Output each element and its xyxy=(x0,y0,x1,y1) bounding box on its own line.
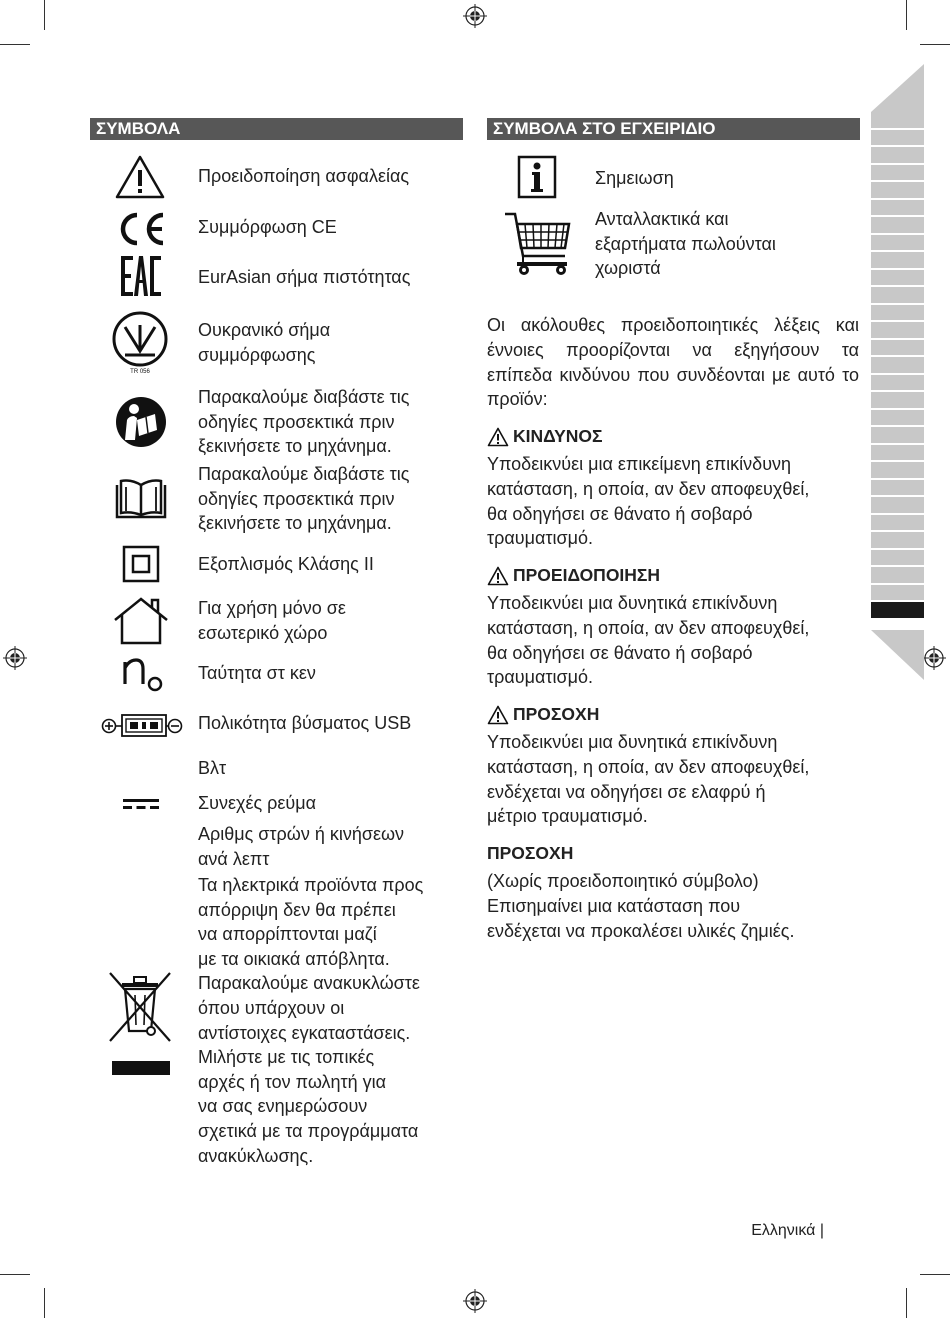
usb-polarity-icon xyxy=(100,710,184,740)
language-tab[interactable] xyxy=(871,357,924,375)
open-book-icon xyxy=(113,476,169,522)
language-tab[interactable] xyxy=(871,497,924,515)
language-tab[interactable] xyxy=(871,462,924,480)
signal-heading-text: ΚΙΝΔΥΝΟΣ xyxy=(513,426,603,446)
symbol-description: Παρακαλούμε διαβάστε τις οδηγίες προσεκτικά πριν ξεκινήσετε το μηχάνημα. xyxy=(198,387,410,457)
language-tab[interactable] xyxy=(871,130,924,148)
language-tab[interactable] xyxy=(871,445,924,463)
warning-triangle-icon xyxy=(112,154,168,200)
signal-heading-text: ΠΡΟΕΙΔΟΠΟΙΗΣΗ xyxy=(513,565,661,585)
symbol-description: Ουκρανικό σήμα συμμόρφωσης xyxy=(198,320,331,365)
symbol-description: Για χρήση μόνο σε εσωτερικό χώρο xyxy=(198,598,346,643)
info-note-icon xyxy=(516,154,558,200)
signal-heading-text: ΠΡΟΣΟΧΗ xyxy=(487,843,574,863)
symbol-description: Συμμόρφωση CE xyxy=(198,217,337,237)
language-tab[interactable] xyxy=(871,252,924,270)
signal-heading-notice xyxy=(487,843,573,864)
warning-triangle-icon xyxy=(487,566,509,586)
language-tab[interactable] xyxy=(871,305,924,323)
language-tab[interactable] xyxy=(871,567,924,585)
language-tab-strip xyxy=(871,112,924,620)
crop-mark xyxy=(0,44,30,45)
language-tab[interactable] xyxy=(871,270,924,288)
language-tab-active[interactable] xyxy=(871,602,924,620)
crop-mark xyxy=(906,1288,907,1318)
language-tab[interactable] xyxy=(871,515,924,533)
signal-heading-text: ΠΡΟΣΟΧΗ xyxy=(513,704,600,724)
language-tab[interactable] xyxy=(871,217,924,235)
eac-mark-icon xyxy=(118,254,164,298)
signal-description: Υποδεικνύει μια δυνητικά επικίνδυνη κατάσταση, η οποία, αν δεν αποφευχθεί, ενδέχεται να οδηγήσει σε ελαφρύ ή μέτριο τραυματισμό. xyxy=(487,732,810,827)
symbol-description: Βλτ xyxy=(198,758,227,778)
warning-triangle-icon xyxy=(487,427,509,447)
no-load-speed-icon xyxy=(118,650,168,694)
language-tab[interactable] xyxy=(871,550,924,568)
crop-mark xyxy=(44,0,45,30)
crop-mark xyxy=(0,1274,30,1275)
bin-underline-bar xyxy=(112,1061,170,1075)
symbol-description: Εξοπλισμός Κλάσης II xyxy=(198,554,374,574)
language-tab[interactable] xyxy=(871,165,924,183)
crop-mark xyxy=(920,1274,950,1275)
language-tab[interactable] xyxy=(871,340,924,358)
signal-words-intro: Οι ακόλουθες προειδοποιητικές λέξεις και έννοιες προορίζονται να εξηγήσουν τα επίπεδα κινδύνου που συνδέονται με αυτό το προϊόν: xyxy=(487,315,859,410)
signal-description: Υποδεικνύει μια δυνητικά επικίνδυνη κατάσταση, η οποία, αν δεν αποφευχθεί, θα οδηγήσει σε θάνατο ή σοβαρό τραυματισμό. xyxy=(487,593,810,688)
language-tab[interactable] xyxy=(871,410,924,428)
language-tab[interactable] xyxy=(871,287,924,305)
manual-symbol-description: Σημειωση xyxy=(595,168,674,188)
language-tab[interactable] xyxy=(871,182,924,200)
language-tab[interactable] xyxy=(871,112,924,130)
signal-description: (Χωρίς προειδοποιητικό σύμβολο) Επισημαίνει μια κατάσταση που ενδέχεται να προκαλέσει υλικές ζημιές. xyxy=(487,871,795,941)
language-tab[interactable] xyxy=(871,532,924,550)
signal-description: Υποδεικνύει μια επικείμενη επικίνδυνη κατάσταση, η οποία, αν δεν αποφευχθεί, θα οδηγήσει σε θάνατο ή σοβαρό τραυματισμό. xyxy=(487,454,810,549)
manual-symbols-section-header: ΣΥΜΒΟΛΑ ΣΤΟ ΕΓΧΕΙΡΙΔΙΟ xyxy=(487,118,860,140)
language-tab[interactable] xyxy=(871,235,924,253)
crop-mark xyxy=(920,44,950,45)
ce-mark-icon xyxy=(113,210,169,248)
direct-current-icon xyxy=(120,794,162,814)
symbol-description: Παρακαλούμε διαβάστε τις οδηγίες προσεκτικά πριν ξεκινήσετε το μηχάνημα. xyxy=(198,464,410,534)
language-tab[interactable] xyxy=(871,200,924,218)
manual-symbol-description: Ανταλλακτικά και εξαρτήματα πωλούνται χωριστά xyxy=(595,209,776,279)
language-tab[interactable] xyxy=(871,322,924,340)
shopping-cart-icon xyxy=(503,208,573,278)
crossed-bin-icon xyxy=(104,966,178,1076)
symbol-description: Ταύτητα στ κεν xyxy=(198,663,316,683)
signal-heading-danger xyxy=(487,426,603,447)
class-ii-square-icon xyxy=(121,544,161,584)
symbol-description: EurAsian σήμα πιστότητας xyxy=(198,267,411,287)
language-tab[interactable] xyxy=(871,480,924,498)
warning-triangle-icon xyxy=(487,705,509,725)
tab-strip-bottom-triangle xyxy=(871,630,924,680)
language-tab[interactable] xyxy=(871,427,924,445)
crop-mark xyxy=(906,0,907,30)
language-tab[interactable] xyxy=(871,147,924,165)
signal-heading-caution xyxy=(487,704,599,725)
conformity-code-label: TR 056 xyxy=(130,369,150,375)
crop-mark xyxy=(44,1288,45,1318)
symbols-section-header: ΣΥΜΒΟΛΑ xyxy=(90,118,463,140)
language-tab[interactable] xyxy=(871,375,924,393)
symbol-description: Αριθμς στρών ή κινήσεων ανά λεπτ xyxy=(198,824,405,869)
language-tab[interactable] xyxy=(871,585,924,603)
registration-mark-icon xyxy=(463,4,487,28)
registration-mark-icon xyxy=(922,646,946,670)
tab-strip-top-triangle xyxy=(871,64,924,112)
house-icon xyxy=(111,596,171,646)
symbol-description: Προειδοποίηση ασφαλείας xyxy=(198,166,410,186)
page-language-label: Ελληνικά | xyxy=(751,1222,824,1239)
language-tab[interactable] xyxy=(871,392,924,410)
ukrainian-conformity-icon xyxy=(110,306,170,380)
registration-mark-icon xyxy=(3,646,27,670)
symbol-description: Τα ηλεκτρικά προϊόντα προς απόρριψη δεν θα πρέπει να απορρίπτονται μαζί με τα οικιακά απόβλητα. Παρακαλούμε ανακυκλώστε όπου υπάρχουν οι αντίστοιχες εγκαταστάσεις. Μιλήστε με τις τοπικές αρχές ή τον πωλητή για να σας ενημερώσουν σχετικά με τα προγράμματα ανακύκλωσης. xyxy=(198,875,424,1166)
symbol-description: Πολικότητα βύσματος USB xyxy=(198,713,412,733)
symbol-description: Συνεχές ρεύμα xyxy=(198,793,317,813)
read-manual-person-icon xyxy=(113,394,169,450)
signal-heading-warning xyxy=(487,565,660,586)
registration-mark-icon xyxy=(463,1289,487,1313)
